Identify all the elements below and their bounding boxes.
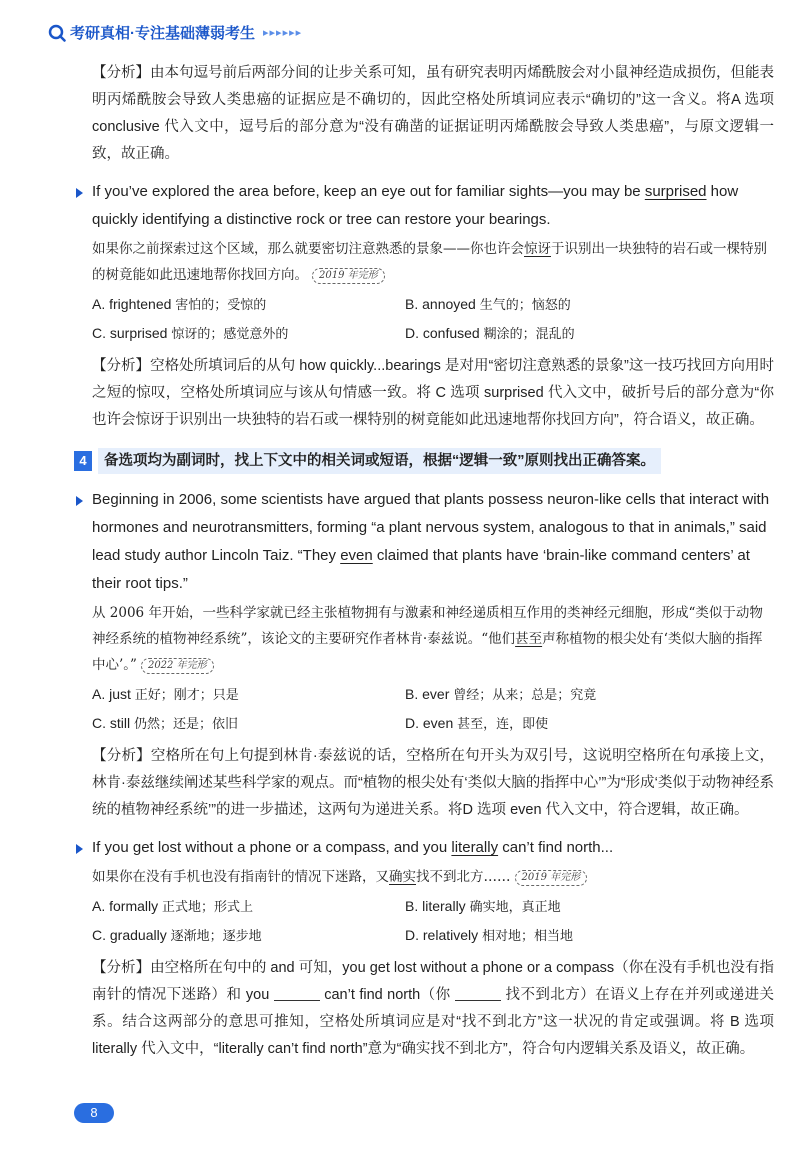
bullet-icon <box>76 496 83 506</box>
example-sentence-cn: 如果你之前探索过这个区域，那么就要密切注意熟悉的景象——你也许会惊讶于识别出一块独特的岩石或一棵特别的树竟能如此迅速地帮你找回方向。 2019 年完形 <box>92 241 767 283</box>
analysis-paragraph: 【分析】空格所在句上句提到林肯·泰兹说的话，空格所在句开头为双引号，这说明空格所在句承接上文，林肯·泰兹继续阐述某些科学家的观点。而“植物的根尖处有‘类似大脑的指挥中心’”为“形成‘类似于动物神经系统的植物神经系统’”的进一步描述，这两句为递进关系。将D 选项 even 代入文中，符合逻辑，故正确。 <box>92 748 774 818</box>
answer-blank <box>274 986 320 1001</box>
header-arrows: ▸▸▸▸▸▸ <box>263 27 303 39</box>
example-sentence-en: If you’ve explored the area before, keep an eye out for familiar sights—you may be surprised how quickly identifying a distinctive rock or tree can restore your bearings. <box>74 178 774 234</box>
option-d: D. confused 糊涂的；混乱的 <box>405 325 575 342</box>
option-d: D. relatively 相对地；相当地 <box>405 927 574 944</box>
source-tag: 2019 年完形 <box>515 870 588 886</box>
example-sentence-en: If you get lost without a phone or a compass, and you literally can’t find north... <box>74 834 774 862</box>
answer-blank <box>455 986 501 1001</box>
option-c: C. still 仍然；还是；依旧 <box>92 715 239 732</box>
option-a: A. just 正好；刚才；只是 <box>92 686 239 703</box>
example-sentence-en: Beginning in 2006, some scientists have argued that plants possess neuron-like cells that interact with hormones and neurotransmitters, forming “a plant nervous system, analogous to that in animals,” said lead study author Lincoln Taiz. “They even claimed that plants have ‘brain-like command centers’ at their root tips.” <box>74 486 774 598</box>
options-list <box>92 894 774 949</box>
page-header <box>48 22 302 43</box>
keyword-cn: 确实 <box>389 869 416 885</box>
example-sentence-cn: 从 2006 年开始，一些科学家就已经主张植物拥有与激素和神经递质相互作用的类神经元细胞，形成“类似于动物神经系统的植物神经系统”，该论文的主要研究作者林肯·泰兹说。“他们甚至声称植物的根尖处有‘类似大脑的指挥中心’。” 2022 年完形 <box>92 605 763 673</box>
bullet-icon <box>76 844 83 854</box>
options-list <box>92 292 774 347</box>
option-a: A. formally 正式地；形式上 <box>92 898 254 915</box>
option-c: C. gradually 逐渐地；逐步地 <box>92 927 262 944</box>
keyword-cn: 甚至 <box>515 631 543 647</box>
options-list <box>92 682 774 737</box>
analysis-paragraph: 【分析】由空格所在句中的 and 可知，you get lost without a phone or a compass（你在没有手机也没有指南针的情况下迷路）和 you can’t find north（你 找不到北方）在语义上存在并列或递进关系。结合这两部分的意思可推知，空格处所填词应是对“找不到北方”这一状况的肯定或强调。将 B 选项 literally 代入文中，“literally can’t find north”意为“确实找不到北方”，符合句内逻辑关系及语义，故正确。 <box>92 960 775 1057</box>
header-title: 考研真相·专注基础薄弱考生 <box>70 25 255 42</box>
section-heading <box>74 448 774 474</box>
option-b: B. ever 曾经；从来；总是；究竟 <box>405 686 597 703</box>
option-d: D. even 甚至，连，即使 <box>405 715 549 732</box>
example-sentence-cn: 如果你在没有手机也没有指南针的情况下迷路，又确实找不到北方…… 2019 年完形 <box>92 864 774 890</box>
page-content <box>74 60 774 1073</box>
option-b: B. annoyed 生气的；恼怒的 <box>405 296 571 313</box>
page-number: 8 <box>74 1103 114 1123</box>
section-title: 备选项均为副词时，找上下文中的相关词或短语，根据“逻辑一致”原则找出正确答案。 <box>98 448 661 474</box>
keyword: even <box>340 547 373 564</box>
option-b: B. literally 确实地，真正地 <box>405 898 561 915</box>
analysis-paragraph: 【分析】由本句逗号前后两部分间的让步关系可知，虽有研究表明丙烯酰胺会对小鼠神经造成损伤，但能表明丙烯酰胺会导致人类患癌的证据应是不确切的，因此空格处所填词应表示“确切的”这一含义。将A 选项 conclusive 代入文中，逗号后的部分意为“没有确凿的证据证明丙烯酰胺会导致人类患癌”，与原文逻辑一致，故正确。 <box>92 65 774 162</box>
section-number: 4 <box>74 451 92 471</box>
keyword-cn: 惊讶 <box>524 241 551 257</box>
bullet-icon <box>76 188 83 198</box>
source-tag: 2019 年完形 <box>312 268 385 284</box>
analysis-paragraph: 【分析】空格处所填词后的从句 how quickly...bearings 是对用“密切注意熟悉的景象”这一技巧找回方向用时之短的惊叹，空格处所填词应与该从句情感一致。将 C 选项 surprised 代入文中，破折号后的部分意为“你也许会惊讶于识别出一块独特的岩石或一棵特别的树竟能如此迅速地帮你找回方向”，符合语义，故正确。 <box>92 358 774 428</box>
option-a: A. frightened 害怕的；受惊的 <box>92 296 267 313</box>
keyword: surprised <box>644 183 707 200</box>
search-logo-icon <box>48 24 66 42</box>
source-tag: 2022 年完形 <box>141 658 214 674</box>
option-c: C. surprised 惊讶的；感觉意外的 <box>92 325 289 342</box>
keyword: literally <box>451 839 499 856</box>
